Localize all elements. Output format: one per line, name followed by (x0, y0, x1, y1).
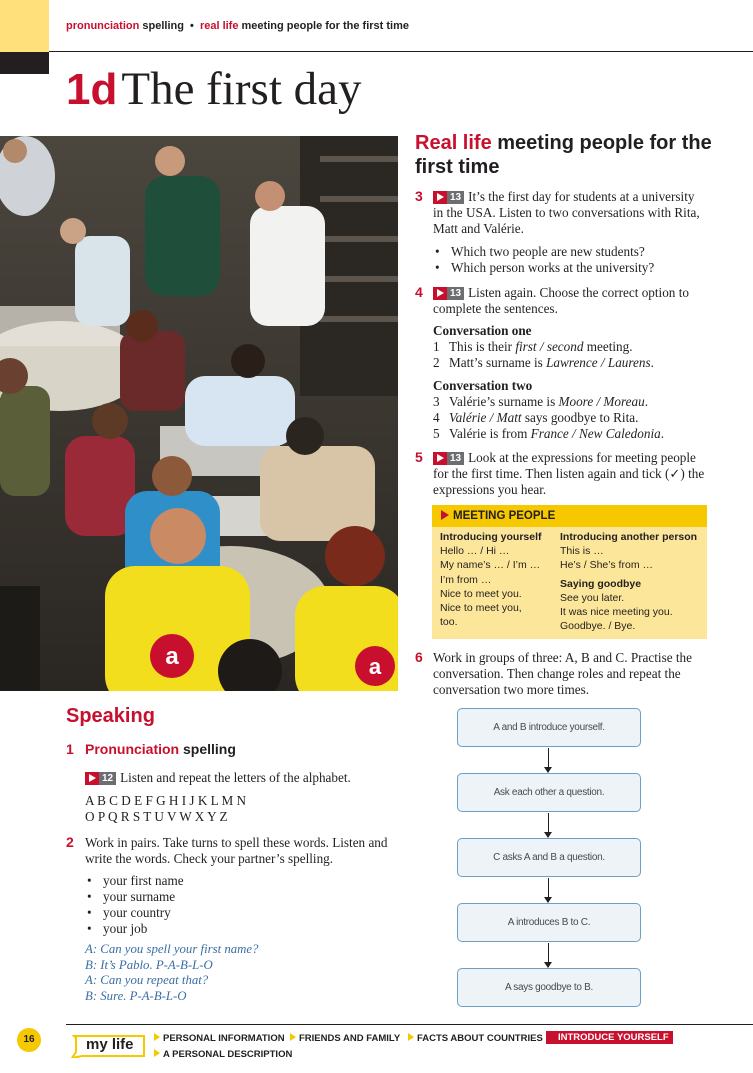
audio-track-13-button[interactable] (433, 452, 464, 465)
expression: He’s / She’s from … (560, 559, 653, 572)
unit-nav-a-personal-description[interactable] (154, 1049, 292, 1060)
item-number: 2 (433, 355, 440, 370)
arrow-down-icon (548, 813, 549, 837)
arrow-right-icon (441, 510, 449, 520)
expression: Nice to meet you. (440, 587, 522, 600)
list-item: • your surname (85, 889, 395, 905)
column-heading: Introducing yourself (440, 531, 542, 543)
pronunciation-topic: spelling (183, 741, 236, 757)
dialogue-line: A: Can you spell your first name? (85, 942, 259, 956)
running-header (66, 20, 409, 32)
introducing-yourself-column (440, 530, 558, 629)
shirt-logo-1: a (165, 643, 179, 670)
exercise-3-questions (433, 244, 703, 276)
item-options: Moore / Moreau (558, 394, 645, 409)
expression: Hello … / Hi … (440, 545, 510, 558)
expression: See you later. (560, 591, 625, 604)
example-dialogue (85, 942, 395, 1004)
list-item: • your first name (85, 873, 395, 889)
nav-label: PERSONAL INFORMATION (163, 1033, 285, 1044)
alphabet-line-2: O P Q R S T U V W X Y Z (85, 809, 228, 824)
expression: Nice to meet you, (440, 602, 522, 615)
speaking-exercise-2-number: 2 (66, 834, 74, 850)
track-number: 12 (99, 772, 116, 785)
flow-step-3: C asks A and B a question. (457, 838, 641, 877)
footer-rule (66, 1024, 753, 1025)
item-number: 1 (433, 339, 440, 354)
introducing-another-person-column (560, 530, 705, 633)
audio-track-12-button[interactable] (85, 772, 116, 785)
arrow-down-icon (548, 878, 549, 902)
expression: Goodbye. / Bye. (560, 620, 636, 633)
item-options: Lawrence / Laurens (546, 355, 651, 370)
speaking-exercise-1-number: 1 (66, 741, 74, 757)
meeting-people-title-bar (432, 505, 707, 527)
item-text: says goodbye to Rita. (521, 410, 639, 425)
list-item: • your country (85, 905, 395, 921)
spelling-words-list (85, 873, 395, 937)
exercise-3-number: 3 (415, 188, 423, 204)
list-item: • your job (85, 921, 395, 937)
dialogue-line: B: It’s Pablo. P-A-B-L-O (85, 957, 213, 972)
column-heading: Introducing another person (560, 531, 698, 543)
exercise-4-number: 4 (415, 284, 423, 300)
unit-nav-friends-and-family[interactable] (290, 1033, 400, 1044)
header-rule (49, 51, 753, 52)
flow-step-1: A and B introduce yourself. (457, 708, 641, 747)
unit-nav-facts-about-countries[interactable] (408, 1033, 543, 1044)
item-text: Matt’s surname is (449, 355, 547, 370)
nav-label: FRIENDS AND FAMILY (299, 1033, 401, 1044)
real-life-label: Real life (415, 132, 492, 154)
unit-nav-introduce-yourself[interactable] (546, 1031, 673, 1044)
flow-step-5: A says goodbye to B. (457, 968, 641, 1007)
item-text: Valérie’s surname is (449, 394, 559, 409)
item-options: France / New Caledonia (530, 426, 661, 441)
arrow-down-icon (548, 748, 549, 772)
header-topic-2-rest: meeting people for the first time (241, 20, 409, 32)
play-icon (433, 452, 447, 465)
arrow-right-icon (154, 1033, 160, 1041)
track-number: 13 (447, 452, 464, 465)
pronunciation-label: Pronunciation (85, 741, 180, 757)
expression: I’m from … (440, 573, 492, 586)
real-life-topic: meeting people for the first time (415, 132, 712, 178)
dialogue-line: B: Sure. P-A-B-L-O (85, 988, 187, 1003)
header-separator: • (190, 20, 194, 32)
header-topic-1-rest: spelling (142, 20, 184, 32)
exercise-3 (433, 189, 703, 276)
arrow-right-icon (154, 1049, 160, 1057)
exercise-6-instructions: Work in groups of three: A, B and C. Practise the conversation. Then change roles and repeat the conversation two more times. (433, 650, 692, 697)
exercise-5-number: 5 (415, 449, 423, 465)
item-text: . (660, 426, 664, 441)
alphabet-line-1: A B C D E F G H I J K L M N (85, 793, 247, 808)
list-item (433, 410, 708, 426)
exercise-5-instructions: Look at the expressions for meeting people for the first time. Then listen again and tick (✓) the expressions you hear. (433, 450, 705, 497)
speaking-exercise-1-instructions: Listen and repeat the letters of the alphabet. (120, 770, 351, 785)
exercise-5 (433, 450, 705, 498)
students-photo-illustration (0, 136, 398, 691)
item-number: 4 (433, 410, 440, 425)
exercise-4-instructions: Listen again. Choose the correct option to complete the sentences. (433, 285, 689, 316)
header-topic-2: real life (199, 20, 239, 32)
play-icon (433, 191, 447, 204)
unit-nav-personal-information[interactable] (154, 1033, 285, 1044)
item-text: Valérie is from (449, 426, 531, 441)
track-number: 13 (447, 191, 464, 204)
lesson-number: 1d (66, 65, 118, 114)
track-number: 13 (447, 287, 464, 300)
expression: It was nice meeting you. (560, 606, 673, 619)
conversation-one-heading: Conversation one (433, 323, 532, 338)
expression: My name’s … / I’m … (440, 559, 541, 572)
real-life-heading (415, 131, 715, 179)
meeting-people-title: MEETING PEOPLE (453, 510, 556, 522)
exercise-6-number: 6 (415, 649, 423, 665)
speaking-exercise-1 (85, 770, 395, 825)
arrow-right-icon (290, 1033, 296, 1041)
item-text: This is their (449, 339, 516, 354)
column-heading: Saying goodbye (560, 577, 642, 590)
play-icon (433, 287, 447, 300)
corner-tab-black (0, 52, 49, 74)
unit-name: my life (86, 1036, 134, 1053)
shirt-logo-2: a (368, 654, 382, 679)
flow-step-4: A introduces B to C. (457, 903, 641, 942)
meeting-people-box (432, 505, 707, 639)
nav-label: FACTS ABOUT COUNTRIES (417, 1033, 543, 1044)
audio-track-13-button[interactable] (433, 287, 464, 300)
audio-track-13-button[interactable] (433, 191, 464, 204)
header-topic-1: pronunciation (66, 20, 140, 32)
dialogue-line: A: Can you repeat that? (85, 973, 209, 988)
expression: too. (440, 616, 458, 629)
item-text: . (644, 394, 648, 409)
lesson-title: The first day (121, 63, 362, 115)
conversation-two-heading: Conversation two (433, 378, 533, 393)
arrow-right-icon (408, 1033, 414, 1041)
item-number: 3 (433, 394, 440, 409)
arrow-down-icon (548, 943, 549, 967)
item-text: meeting. (583, 339, 633, 354)
list-item (433, 339, 708, 355)
students-photo (0, 136, 398, 691)
page-number: 16 (17, 1028, 41, 1052)
expression: This is … (560, 545, 604, 558)
page-title (66, 63, 362, 115)
item-number: 5 (433, 426, 440, 441)
speaking-exercise-2 (85, 835, 395, 937)
corner-tab-yellow (0, 0, 49, 52)
item-options: first / second (515, 339, 584, 354)
item-options: Valérie / Matt (449, 410, 522, 425)
nav-label: A PERSONAL DESCRIPTION (163, 1049, 293, 1060)
list-item (433, 426, 708, 442)
list-item (433, 355, 708, 371)
speaking-heading: Speaking (66, 705, 155, 727)
flow-step-2: Ask each other a question. (457, 773, 641, 812)
arrow-right-icon (549, 1032, 555, 1040)
item-text: . (650, 355, 654, 370)
exercise-4 (433, 285, 708, 442)
exercise-3-instructions: It’s the first day for students at a university in the USA. Listen to two conversations with Rita, Matt and Valérie. (433, 189, 700, 236)
list-item: • Which person works at the university? (433, 260, 703, 276)
speaking-exercise-2-instructions: Work in pairs. Take turns to spell these words. Listen and write the words. Check your partner’s spelling. (85, 835, 388, 866)
play-icon (85, 772, 99, 785)
nav-label: INTRODUCE YOURSELF (558, 1032, 669, 1043)
list-item: • Which two people are new students? (433, 244, 703, 260)
list-item (433, 394, 708, 410)
pronunciation-heading (85, 741, 236, 757)
